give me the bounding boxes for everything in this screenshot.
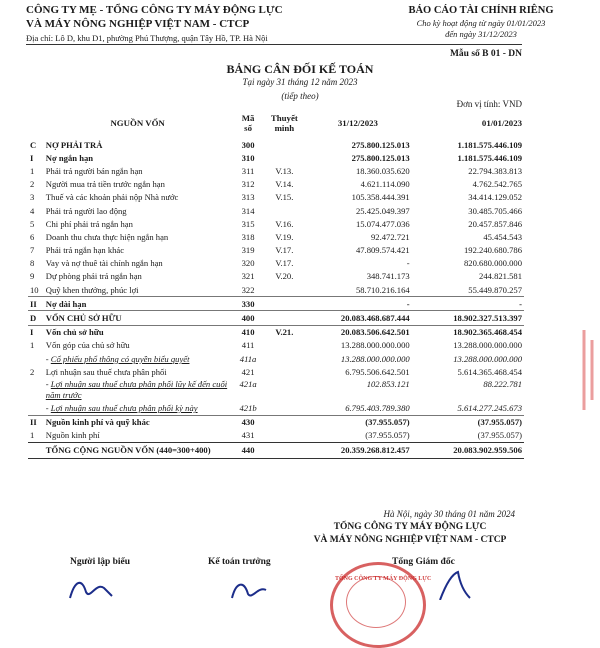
row-begin-value: 1.181.575.446.109 [457,152,522,163]
row-begin-value: 22.794.383.813 [468,165,522,176]
row-note: V.17. [275,245,294,256]
row-code: 430 [241,417,255,428]
row-number: 9 [30,271,35,282]
page-title: BẢNG CÂN ĐỐI KẾ TOÁN [226,62,374,76]
row-begin-value: 820.680.000.000 [463,258,522,269]
row-end-value: 58.710.216.164 [304,283,412,297]
row-note: V.15. [275,192,294,203]
row-label: Phải trả người bán ngắn hạn [45,165,143,176]
row-label: Doanh thu chưa thực hiện ngắn hạn [45,231,169,242]
row-label: Phải trả người lao động [45,205,127,216]
currency-unit: Đơn vị tính: VND [456,99,522,109]
row-begin-value: 34.414.129.052 [468,192,522,203]
row-begin-value: (37.955.057) [477,430,522,441]
chief-accountant-signature [232,585,266,598]
table-row [28,164,524,177]
row-note [265,429,304,443]
row-note [265,138,304,151]
report-type: BÁO CÁO TÀI CHÍNH RIÊNG [408,5,554,16]
row-end-value: - [406,258,410,269]
row-number: 1 [30,430,35,441]
row-number: 1 [30,165,35,176]
row-code: 318 [241,231,255,242]
row-note: V.19. [275,231,294,242]
table-row [28,151,524,164]
column-header-code-line1: Mã [241,113,255,123]
row-code: 319 [241,245,255,256]
row-end-value: 13.288.000.000.000 [340,340,410,351]
row-end-value: 18.360.035.620 [355,165,410,176]
preparer-title: Người lập biểu [70,557,131,567]
report-period-line2: đến ngày 31/12/2023 [445,29,517,39]
row-begin-value: 13.288.000.000.000 [453,340,522,351]
row-code: 330 [231,297,264,311]
row-number: 10 [28,283,44,297]
table-row [28,244,524,257]
row-note [265,204,304,217]
row-begin-value: 20.457.857.846 [468,218,522,229]
row-end-value: 275.800.125.013 [351,152,410,163]
row-end-value: (37.955.057) [365,430,410,441]
row-end-value: 25.425.049.397 [355,205,410,216]
row-label: Thuế và các khoản phải nộp Nhà nước [45,192,179,203]
row-end-value: 13.288.000.000.000 [340,353,410,364]
row-code: 431 [241,430,255,441]
row-end-value: 47.809.574.421 [355,245,410,256]
row-number: 1 [30,340,35,351]
row-end-value: 275.800.125.013 [351,139,410,150]
table-row [28,283,524,297]
row-begin-value: 18.902.365.468.454 [453,327,522,338]
row-note [265,283,304,297]
row-label: Nợ dài hạn [44,297,232,311]
row-note [265,401,304,415]
row-number: I [30,327,34,338]
row-end-value: - [304,297,412,311]
table-body [28,138,524,442]
row-code: 312 [241,179,255,190]
row-number: 2 [30,179,35,190]
row-label [44,401,232,415]
corp-signature-line2: VÀ MÁY NÔNG NGHIỆP VIỆT NAM - CTCP [313,535,507,545]
row-code: 421b [231,401,264,415]
row-begin-value: 18.902.327.513.397 [412,311,524,325]
row-label-text: Cổ phiếu phổ thông có quyền biểu quyết [50,353,190,364]
row-label: Vay và nợ thuê tài chính ngắn hạn [45,258,163,269]
row-code: 311 [241,165,255,176]
row-end-value: 92.472.721 [371,231,410,242]
row-number [28,378,44,401]
row-label: Chi phí phải trả ngắn hạn [45,218,133,229]
row-note [265,311,304,325]
row-begin-value: 30.485.705.466 [468,205,522,216]
row-end-value: 105.358.444.391 [351,192,410,203]
row-number: 4 [30,205,35,216]
row-number: II [28,297,44,311]
row-label: Nguồn kinh phí [45,430,100,441]
dash-marker: - [45,353,51,364]
row-note: V.14. [275,179,294,190]
preparer-signature [70,583,112,598]
general-director-title: Tổng Giám đốc [392,557,455,567]
total-code: 440 [231,442,264,458]
row-begin-value: 13.288.000.000.000 [453,353,522,364]
row-number: 7 [30,245,35,256]
report-date: Tại ngày 31 tháng 12 năm 2023 [242,77,358,87]
company-stamp-text: TỔNG CÔNG TY MÁY ĐỘNG LỰC [335,576,432,582]
total-begin-value: 20.083.902.959.506 [412,442,524,458]
row-note [265,378,304,401]
row-number: I [30,152,34,163]
report-period-line1: Cho kỳ hoạt động từ ngày 01/01/2023 [416,18,546,28]
chief-accountant-title: Kế toán trưởng [208,557,271,567]
row-label-text: Lợi nhuận sau thuế chưa phân phối lũy kế đến cuối năm trước [45,379,228,401]
row-end-value: 15.074.477.036 [355,218,410,229]
row-note [265,151,304,164]
table-row [28,217,524,230]
row-note: V.13. [275,165,294,176]
place-date: Hà Nội, ngày 30 tháng 01 năm 2024 [383,509,515,519]
table-header-row [28,108,524,138]
table-row [28,138,524,151]
margin-stamp-mark [578,330,600,412]
table-row [28,352,524,365]
column-header-begin: 01/01/2023 [481,118,522,128]
row-code: 310 [241,152,255,163]
table-row [28,191,524,204]
row-note: V.20. [275,271,294,282]
table-row [28,325,524,339]
company-address: Địa chỉ: Lô D, khu D1, phường Phú Thượng, quận Tây Hồ, TP. Hà Nội [26,33,268,43]
row-label: Người mua trả tiền trước ngắn hạn [45,179,165,190]
row-label: Phải trả ngắn hạn khác [45,245,125,256]
row-code: 314 [241,205,255,216]
row-code: 411a [239,353,257,364]
row-end-value: 20.083.468.687.444 [304,311,412,325]
row-label: Vốn chủ sở hữu [45,327,104,338]
column-header-note [265,108,304,138]
header-divider [26,44,522,45]
corp-signature-line1: TỔNG CÔNG TY MÁY ĐỘNG LỰC [333,522,487,532]
dash-marker: - [45,379,51,390]
row-begin-value: (37.955.057) [477,417,522,428]
balance-sheet-table [28,108,524,459]
table-row [28,230,524,243]
row-code: 421 [241,366,255,377]
row-label: Quỹ khen thưởng, phúc lợi [44,283,232,297]
table-row [28,339,524,352]
row-end-value: 6.795.403.789.380 [304,401,412,415]
row-label: Dự phòng phải trả ngắn hạn [45,271,142,282]
row-number: C [30,139,37,150]
row-number [28,401,44,415]
row-end-value: (37.955.057) [365,417,410,428]
row-begin-value: 45.454.543 [483,231,522,242]
table-row [28,401,524,415]
row-code: 313 [241,192,255,203]
total-row [28,442,524,458]
table-row [28,311,524,325]
row-number: 8 [30,258,35,269]
total-end-value: 20.359.268.812.457 [304,442,412,458]
row-code: 410 [241,327,255,338]
table-row [28,204,524,217]
row-begin-value: 5.614.365.468.454 [457,366,522,377]
row-note [265,352,304,365]
continued-note: (tiếp theo) [281,91,319,101]
company-name-line1: CÔNG TY MẸ - TỔNG CÔNG TY MÁY ĐỘNG LỰC [26,4,283,16]
row-code: 320 [241,258,255,269]
row-number: 5 [30,218,35,229]
row-number: 6 [30,231,35,242]
row-label [44,378,232,401]
form-number: Mẫu số B 01 - DN [449,49,522,59]
row-number [28,352,44,365]
total-label: TỔNG CỘNG NGUỒN VỐN (440=300+400) [44,442,232,458]
row-note: V.17. [275,258,294,269]
row-end-value: 20.083.506.642.501 [340,327,410,338]
row-code: 411 [241,340,255,351]
row-begin-value: 5.614.277.245.673 [412,401,524,415]
row-number: D [28,311,44,325]
table-row [28,365,524,378]
row-end-value: 4.621.114.090 [360,179,410,190]
row-note [265,339,304,352]
column-header-note-line1: Thuyết [270,113,298,123]
table-row [28,257,524,270]
row-begin-value: 88.222.781 [483,379,522,390]
row-begin-value: 55.449.870.257 [412,283,524,297]
row-code: 315 [241,218,255,229]
dash-marker: - [45,402,51,413]
row-label: Lợi nhuận sau thuế chưa phân phối [45,366,167,377]
column-header-note-line2: minh [274,123,295,133]
row-code: 400 [231,311,264,325]
director-signature [440,572,470,600]
row-label-text: Lợi nhuận sau thuế chưa phân phối kỳ này [50,402,198,413]
row-note [265,365,304,378]
row-number: II [30,417,37,428]
row-code: 421a [239,379,257,390]
column-header-end: 31/12/2023 [337,118,378,128]
column-header-code [231,108,264,138]
row-note: V.16. [275,218,294,229]
row-begin-value: 1.181.575.446.109 [457,139,522,150]
company-name-line2: VÀ MÁY NÔNG NGHIỆP VIỆT NAM - CTCP [26,18,250,30]
row-begin-value: - [412,297,524,311]
row-number: 2 [30,366,35,377]
table-row [28,178,524,191]
row-end-value: 102.853.121 [366,379,410,390]
row-label: VỐN CHỦ SỞ HỮU [44,311,232,325]
row-label: Nguồn kinh phí và quỹ khác [45,417,150,428]
row-number: 3 [30,192,35,203]
row-begin-value: 192.240.680.786 [463,245,522,256]
table-row [28,297,524,311]
row-end-value: 348.741.173 [366,271,410,282]
row-code: 321 [241,271,255,282]
row-note [265,415,304,429]
row-begin-value: 4.762.542.765 [472,179,522,190]
column-header-code-line2: số [244,123,252,133]
table-row [28,429,524,443]
row-label: Nợ ngắn hạn [45,152,94,163]
table-row [28,378,524,401]
row-note: V.21. [275,327,294,338]
row-note [265,297,304,311]
column-header-source: NGUỒN VỐN [110,118,165,128]
table-row [28,415,524,429]
signatures [0,570,600,600]
row-label: Vốn góp của chủ sở hữu [45,340,130,351]
row-label: NỢ PHẢI TRẢ [45,139,103,150]
row-code: 300 [241,139,255,150]
table-row [28,270,524,283]
row-code: 322 [231,283,264,297]
row-label [44,352,232,365]
row-end-value: 6.795.506.642.501 [345,366,410,377]
row-begin-value: 244.821.581 [479,271,522,282]
